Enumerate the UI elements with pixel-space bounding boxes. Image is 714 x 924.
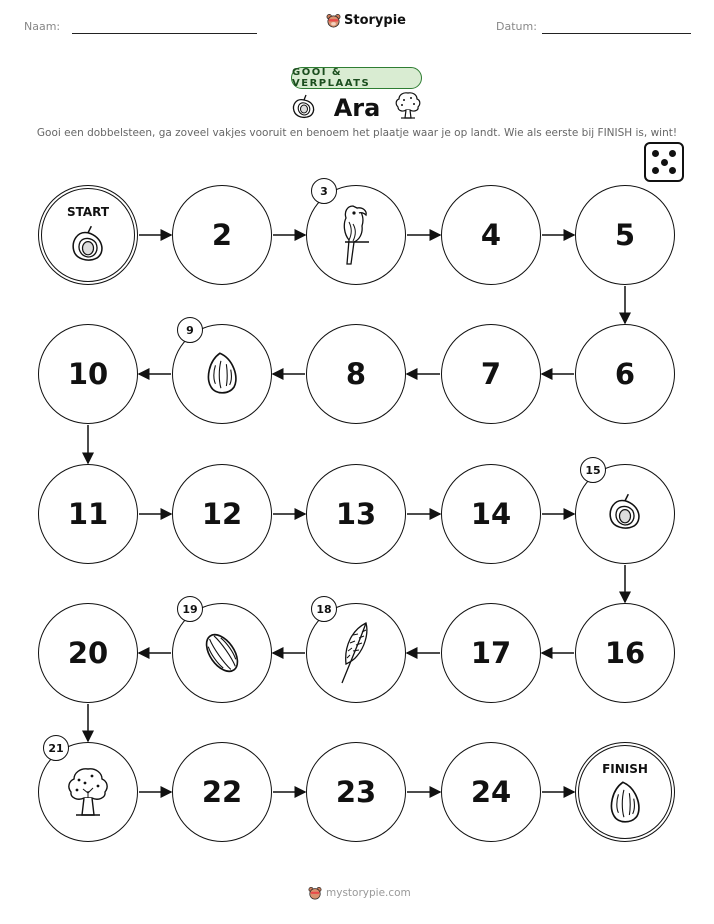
date-label: Datum: — [496, 20, 537, 33]
board-cell-8 — [306, 324, 406, 424]
cell-number-badge: 21 — [43, 735, 69, 761]
plum-icon — [66, 224, 110, 268]
almond-icon — [200, 350, 244, 398]
board-cell-18 — [306, 603, 406, 703]
board-cell-22 — [172, 742, 272, 842]
cell-number: 5 — [614, 218, 636, 252]
finish-label: FINISH — [602, 762, 648, 776]
cell-number: 24 — [470, 775, 512, 809]
tree-icon — [64, 765, 112, 819]
feather-icon — [338, 620, 374, 686]
board-cell-15 — [575, 464, 675, 564]
cell-number: 6 — [614, 357, 636, 391]
brand-name: Storypie — [344, 13, 406, 28]
board-cell-7 — [441, 324, 541, 424]
board-cell-21 — [38, 742, 138, 842]
board-cell-2 — [172, 185, 272, 285]
name-label: Naam: — [24, 20, 61, 33]
cell-number: 13 — [335, 497, 377, 531]
plum-icon — [603, 492, 647, 536]
cell-number-badge: 3 — [311, 178, 337, 204]
start-label: START — [66, 205, 110, 219]
cell-number: 10 — [67, 357, 109, 391]
board-cell-5 — [575, 185, 675, 285]
almond-icon — [603, 779, 647, 827]
board-cell-19 — [172, 603, 272, 703]
cell-number: 11 — [67, 497, 109, 531]
board-cell-12 — [172, 464, 272, 564]
cell-number: 23 — [335, 775, 377, 809]
cell-number-badge: 15 — [580, 457, 606, 483]
footer-url: mystorypie.com — [326, 887, 411, 899]
board-cell-14 — [441, 464, 541, 564]
cell-number: 20 — [67, 636, 109, 670]
footer — [308, 886, 411, 900]
cell-number-badge: 19 — [177, 596, 203, 622]
almond-striped-icon — [198, 631, 246, 675]
cell-number: 16 — [604, 636, 646, 670]
board-cell-17 — [441, 603, 541, 703]
parrot-icon — [339, 202, 373, 268]
board-cell-10 — [38, 324, 138, 424]
board-cell-23 — [306, 742, 406, 842]
cell-number: 17 — [470, 636, 512, 670]
finish-cell — [575, 742, 675, 842]
board-cell-11 — [38, 464, 138, 564]
board-cell-13 — [306, 464, 406, 564]
activity-badge: GOOI & VERPLAATS — [291, 67, 422, 89]
board-cell-20 — [38, 603, 138, 703]
bear-mascot-icon — [308, 886, 322, 900]
cell-number: 4 — [480, 218, 502, 252]
cell-number: 2 — [211, 218, 233, 252]
cell-number: 8 — [345, 357, 367, 391]
board-cell-6 — [575, 324, 675, 424]
board-cell-9 — [172, 324, 272, 424]
cell-number: 7 — [480, 357, 502, 391]
page-title: Ara — [333, 94, 381, 122]
instructions: Gooi een dobbelsteen, ga zoveel vakjes vooruit en benoem het plaatje waar je op landt. Wie als eerste bij FINISH is, wint! — [36, 127, 678, 139]
cell-number-badge: 9 — [177, 317, 203, 343]
board-cell-3 — [306, 185, 406, 285]
cell-number: 12 — [201, 497, 243, 531]
cell-number: 22 — [201, 775, 243, 809]
cell-number: 14 — [470, 497, 512, 531]
board-cell-16 — [575, 603, 675, 703]
cell-number-badge: 18 — [311, 596, 337, 622]
start-cell — [38, 185, 138, 285]
board-cell-4 — [441, 185, 541, 285]
board-cell-24 — [441, 742, 541, 842]
